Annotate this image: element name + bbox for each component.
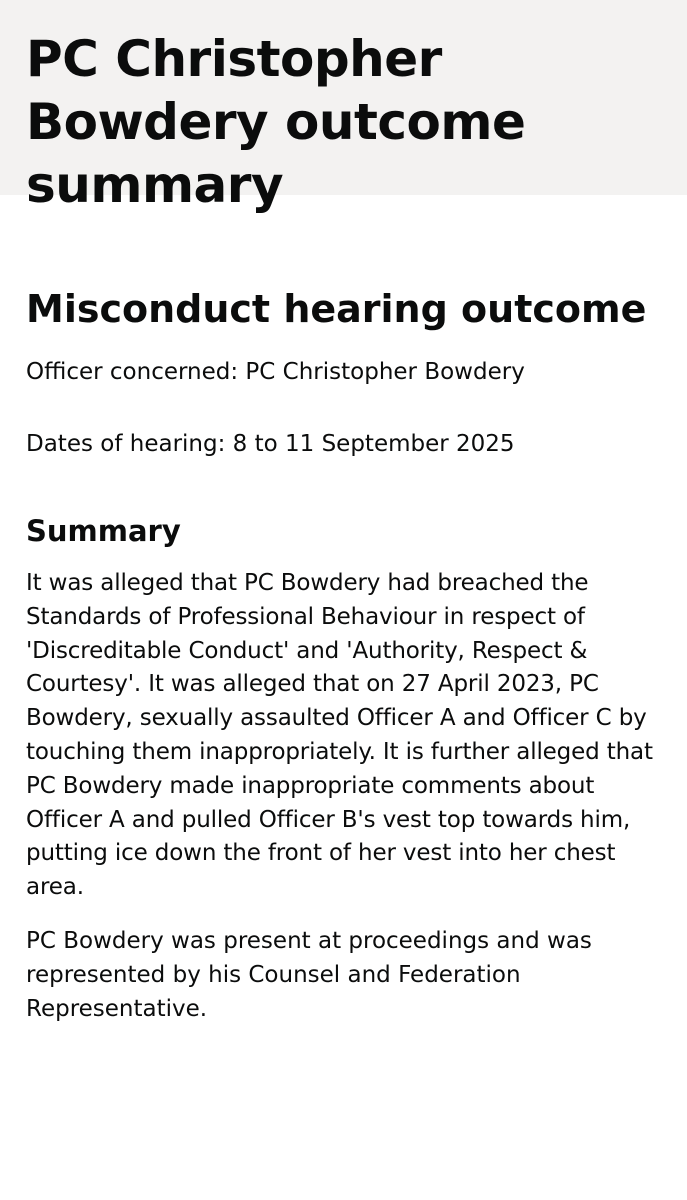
presence-paragraph: PC Bowdery was present at proceedings and was represented by his Counsel and Federation Representative. bbox=[26, 927, 592, 1022]
main-content bbox=[0, 285, 687, 1026]
section-heading: Misconduct hearing outcome bbox=[26, 287, 647, 331]
summary-heading: Summary bbox=[26, 514, 181, 548]
page-header bbox=[0, 0, 687, 214]
officer-concerned: Officer concerned: PC Christopher Bowdery bbox=[26, 359, 525, 385]
dates-of-hearing: Dates of hearing: 8 to 11 September 2025 bbox=[26, 431, 515, 457]
page-title: PC Christopher Bowdery outcome summary bbox=[26, 30, 526, 214]
summary-paragraph: It was alleged that PC Bowdery had breached the Standards of Professional Behaviour in respect of 'Discreditable Conduct' and 'Authority, Respect & Courtesy'. It was alleged that on 27 April 2023, PC Bowdery, sexually assaulted Officer A and Officer C by touching them inappropriately. It is further alleged that PC Bowdery made inappropriate comments about Officer A and pulled Officer B's vest top towards him, putting ice down the front of her vest into her chest area. bbox=[26, 570, 653, 901]
